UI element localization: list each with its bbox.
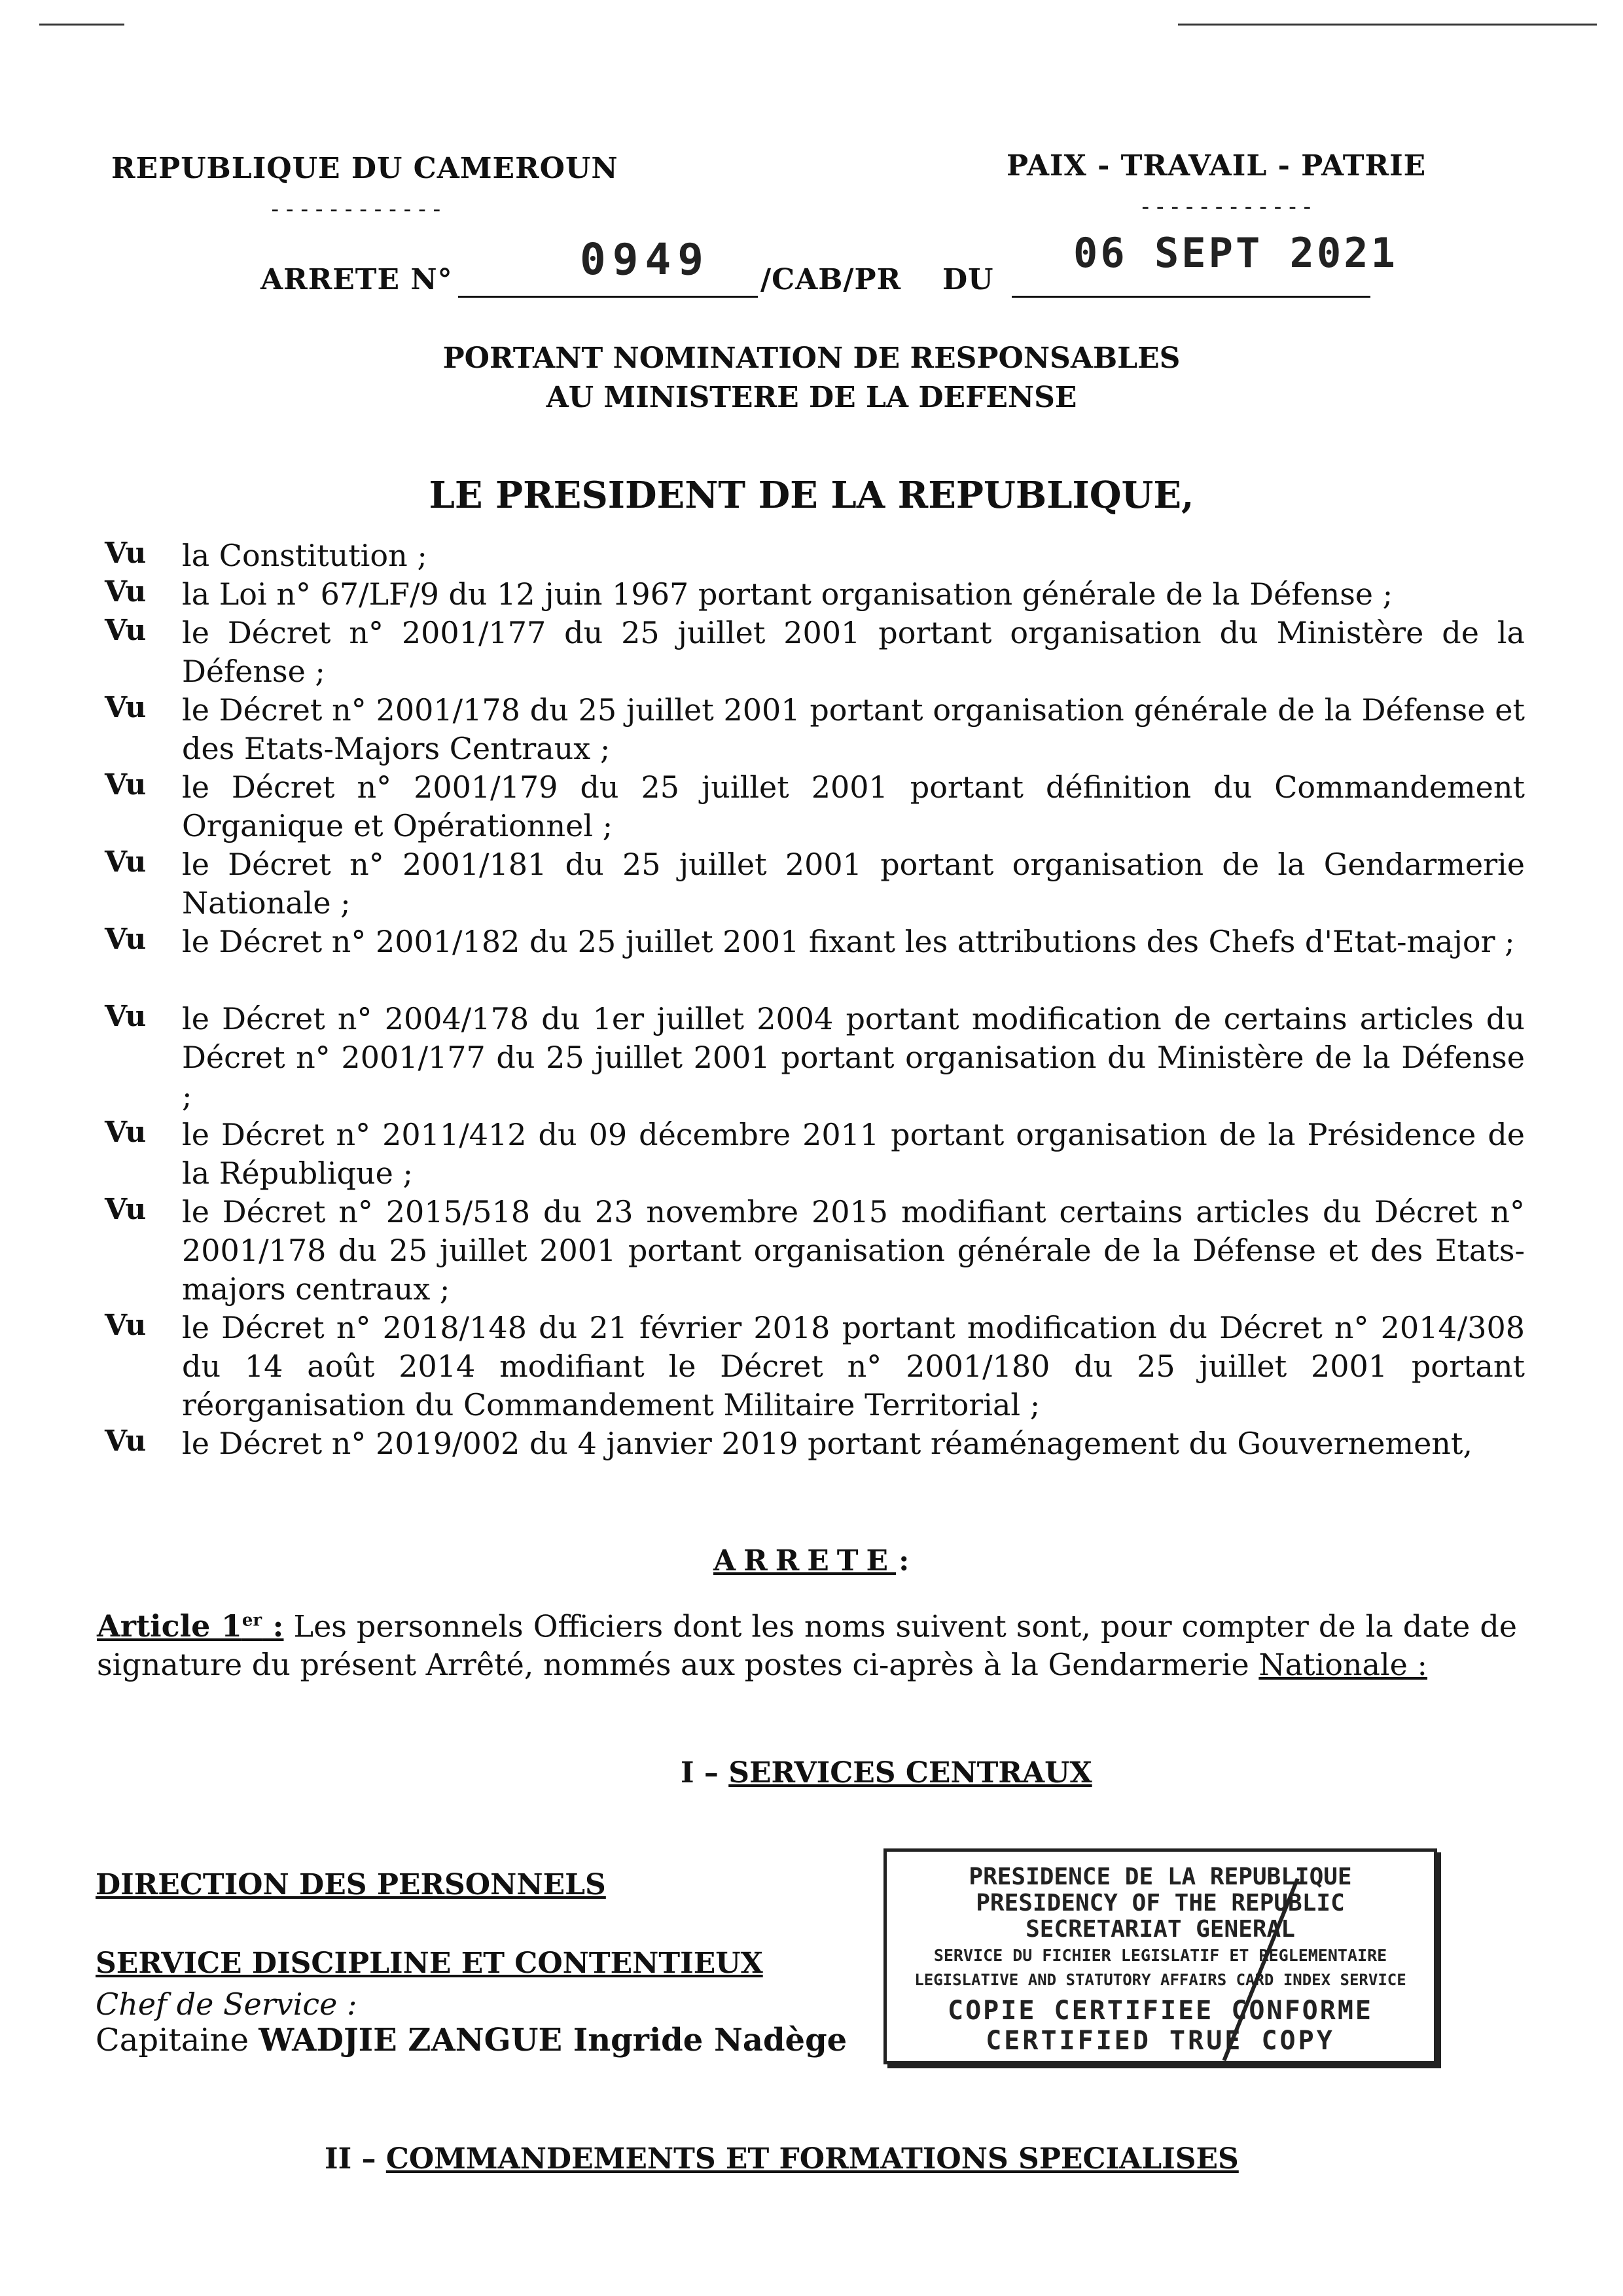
direction-heading: DIRECTION DES PERSONNELS xyxy=(96,1868,606,1901)
section-1-title: SERVICES CENTRAUX xyxy=(728,1756,1092,1790)
article-1-label xyxy=(97,1608,283,1644)
visa-label: Vu xyxy=(105,923,147,956)
stamp-line-2: PRESIDENCY OF THE REPUBLIC xyxy=(976,1890,1345,1916)
visa-text: le Décret n° 2001/179 du 25 juillet 2001 portant définition du Commandement Organique et Opérationnel ; xyxy=(182,769,1525,843)
visa-text: la Constitution ; xyxy=(182,538,427,573)
visa-label: Vu xyxy=(105,1424,147,1458)
visa-text: le Décret n° 2001/178 du 25 juillet 2001 portant organisation générale de la Défense et des Etats-Majors Centraux ; xyxy=(182,692,1525,766)
officer-name xyxy=(96,2022,847,2058)
visa-label: Vu xyxy=(105,614,147,647)
arrete-number-blank xyxy=(458,296,758,298)
header-right-dashes: ------------ xyxy=(1139,194,1315,220)
stamp-line-3: SECRETARIAT GENERAL xyxy=(1026,1916,1295,1943)
section-2-heading xyxy=(325,2142,1239,2176)
visa-label: Vu xyxy=(105,768,147,802)
arrete-du-label: DU xyxy=(942,263,994,296)
visa-text: le Décret n° 2018/148 du 21 février 2018 portant modification du Décret n° 2014/308 du 14 août 2014 modifiant le Décret n° 2001/180 du 25 juillet 2001 portant réorganisation du Commandement Militaire Territorial ; xyxy=(182,1310,1525,1422)
arrete-date-blank xyxy=(1012,296,1370,298)
stamp-line-5: LEGISLATIVE AND STATUTORY AFFAIRS CARD INDEX SERVICE xyxy=(914,1971,1406,1989)
visa-text: le Décret n° 2001/182 du 25 juillet 2001 fixant les attributions des Chefs d'Etat-major ; xyxy=(182,924,1515,959)
visa-label: Vu xyxy=(105,1116,147,1149)
visa-label: Vu xyxy=(105,1309,147,1342)
stamp-line-6: COPIE CERTIFIEE CONFORME xyxy=(948,1996,1373,2026)
visa-label: Vu xyxy=(105,1000,147,1033)
article-1-text: Les personnels Officiers dont les noms suivent sont, pour compter de la date de signature du présent Arrêté, nommés aux postes ci-après à la Gendarmerie xyxy=(97,1608,1518,1683)
article-1-text-end: Nationale : xyxy=(1258,1647,1428,1683)
section-2-prefix: II – xyxy=(325,2142,386,2176)
chef-de-service-label: Chef de Service : xyxy=(96,1987,357,2022)
scan-artifact-line xyxy=(1178,24,1597,26)
section-2-title: COMMANDEMENTS ET FORMATIONS SPECIALISES xyxy=(385,2142,1239,2176)
arrete-colon: : xyxy=(899,1544,918,1578)
visa-label: Vu xyxy=(105,845,147,879)
article-1-label-text: Article 1 xyxy=(97,1608,242,1644)
arrete-cab-pr: /CAB/PR xyxy=(760,263,902,296)
arrete-heading: ARRETE xyxy=(713,1544,897,1578)
visa-text: le Décret n° 2001/181 du 25 juillet 2001 portant organisation de la Gendarmerie Nationale ; xyxy=(182,847,1525,921)
officer-fullname: WADJIE ZANGUE Ingride Nadège xyxy=(259,2022,847,2058)
stamp-line-1: PRESIDENCE DE LA REPUBLIQUE xyxy=(969,1863,1352,1890)
arrete-heading-wrap xyxy=(713,1544,917,1578)
stamp-line-4: SERVICE DU FICHIER LEGISLATIF ET REGLEMENTAIRE xyxy=(933,1946,1387,1965)
article-1-label-sup: er xyxy=(241,1611,262,1631)
certified-copy-stamp xyxy=(883,1848,1437,2064)
visa-label: Vu xyxy=(105,537,147,570)
visa-text: le Décret n° 2019/002 du 4 janvier 2019 portant réaménagement du Gouvernement, xyxy=(182,1426,1473,1461)
arrete-date-stamp: 06 SEPT 2021 xyxy=(1073,229,1398,277)
visa-label: Vu xyxy=(105,1193,147,1226)
republic-heading: REPUBLIQUE DU CAMEROUN xyxy=(111,152,618,185)
visa-text: la Loi n° 67/LF/9 du 12 juin 1967 portant organisation générale de la Défense ; xyxy=(182,576,1393,612)
section-1-heading xyxy=(681,1756,1092,1790)
visa-text: le Décret n° 2004/178 du 1er juillet 2004 portant modification de certains articles du Décret n° 2001/177 du 25 juillet 2001 portant organisation du Ministère de la Défense ; xyxy=(182,1001,1525,1114)
section-1-prefix: I – xyxy=(681,1756,729,1790)
visa-text: le Décret n° 2015/518 du 23 novembre 2015 modifiant certains articles du Décret n° 2001/178 du 25 juillet 2001 portant organisation générale de la Défense et des Etats-majors centraux ; xyxy=(182,1194,1525,1307)
visa-label: Vu xyxy=(105,691,147,724)
service-heading: SERVICE DISCIPLINE ET CONTENTIEUX xyxy=(96,1947,763,1980)
motto-heading: PAIX - TRAVAIL - PATRIE xyxy=(1007,149,1427,183)
visa-text: le Décret n° 2001/177 du 25 juillet 2001 portant organisation du Ministère de la Défense ; xyxy=(182,615,1525,689)
arrete-number-handwritten: 0949 xyxy=(580,234,710,285)
article-1-label-colon: : xyxy=(272,1608,284,1644)
president-heading: LE PRESIDENT DE LA REPUBLIQUE, xyxy=(429,474,1194,517)
officer-rank: Capitaine xyxy=(96,2022,249,2058)
arrete-number-label: ARRETE N° xyxy=(260,263,453,296)
scan-artifact-line xyxy=(39,24,124,26)
object-line-2: AU MINISTERE DE LA DEFENSE xyxy=(546,381,1077,414)
visa-text: le Décret n° 2011/412 du 09 décembre 2011 portant organisation de la Présidence de la République ; xyxy=(182,1117,1525,1191)
stamp-line-7: CERTIFIED TRUE COPY xyxy=(986,2026,1335,2056)
article-1 xyxy=(97,1602,1517,1684)
visa-label: Vu xyxy=(105,575,147,609)
header-left-dashes: ------------ xyxy=(268,196,445,222)
object-line-1: PORTANT NOMINATION DE RESPONSABLES xyxy=(442,342,1181,375)
